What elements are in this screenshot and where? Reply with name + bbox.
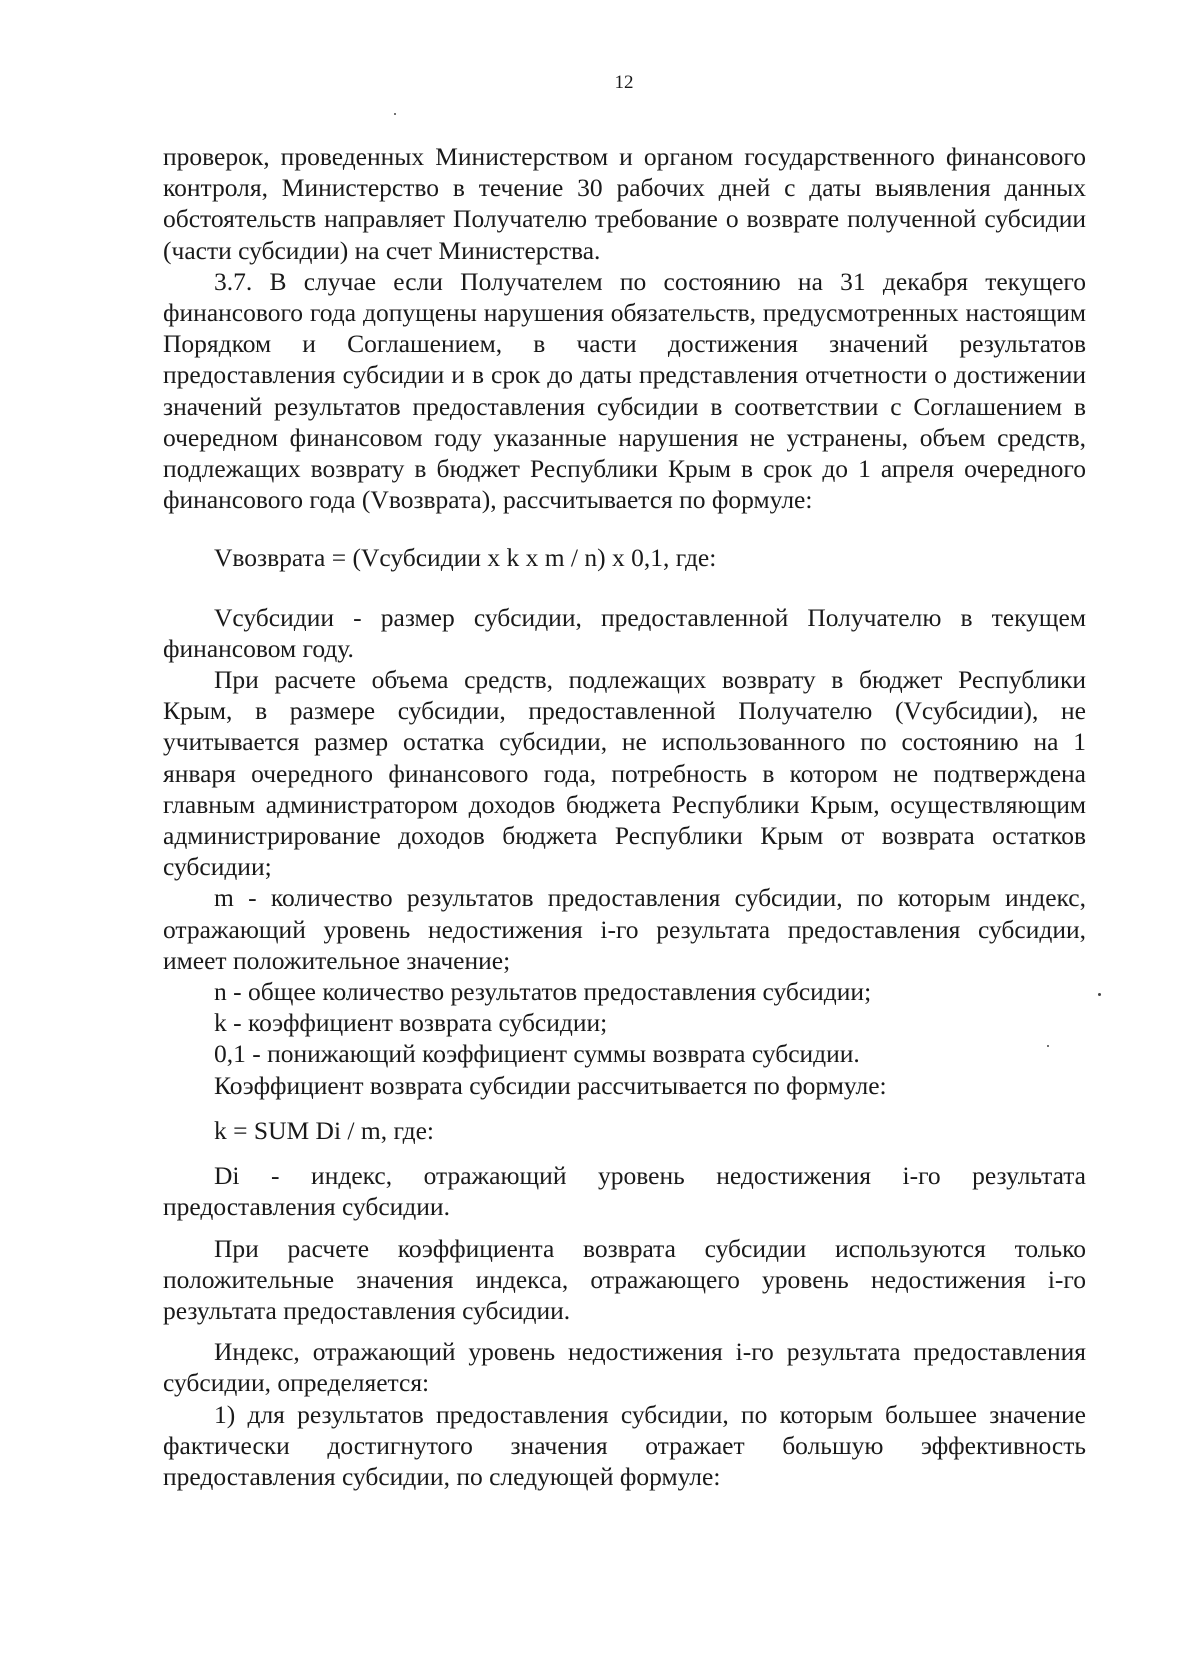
scan-speck: [394, 113, 396, 115]
paragraph-positive-values-note: При расчете коэффициента возврата субсидии используются только положительные значения индекса, отражающего уровень недостижения i-го результата предоставления субсидии.: [163, 1233, 1086, 1325]
paragraph-list-item-1: 1) для результатов предоставления субсидии, по которым большее значение фактически достигнутого значения отражает большую эффективность предоставления субсидии, по следующей формуле:: [163, 1399, 1086, 1491]
paragraph-coefficient-intro: Коэффициент возврата субсидии рассчитывается по формуле:: [214, 1070, 887, 1100]
paragraph-m-definition: m - количество результатов предоставления субсидии, по которым индекс, отражающий уровень недостижения i-го результата предоставления субсидии, имеет положительное значение;: [163, 883, 1086, 975]
scan-speck: [1098, 993, 1101, 996]
paragraph-reduction-coefficient: 0,1 - понижающий коэффициент суммы возврата субсидии.: [214, 1039, 860, 1069]
paragraph-k-definition: k - коэффициент возврата субсидии;: [214, 1008, 608, 1038]
formula-return-coefficient: k = SUM Di / m, где:: [214, 1115, 435, 1145]
paragraph-di-definition: Di - индекс, отражающий уровень недостижения i-го результата предоставления субсидии.: [163, 1161, 1086, 1222]
paragraph-n-definition: n - общее количество результатов предоставления субсидии;: [214, 977, 872, 1007]
paragraph-vsubsidy-definition: Vсубсидии - размер субсидии, предоставленной Получателю в текущем финансовом году.: [163, 602, 1086, 663]
scan-speck: [1047, 1045, 1049, 1047]
formula-return-volume: Vвозврата = (Vсубсидии x k x m / n) x 0,1, где:: [214, 543, 717, 573]
paragraph-3-7: 3.7. В случае если Получателем по состоянию на 31 декабря текущего финансового года допущены нарушения обязательств, предусмотренных настоящим Порядком и Соглашением, в части достижения значений результатов предоставления субсидии и в срок до даты представления отчетности о достижении значений результатов предоставления субсидии в соответствии с Соглашением в очередном финансовом году указанные нарушения не устранены, объем средств, подлежащих возврату в бюджет Республики Крым в срок до 1 апреля очередного финансового года (Vвозврата), рассчитывается по формуле:: [163, 266, 1086, 515]
paragraph-calculation-note: При расчете объема средств, подлежащих возврату в бюджет Республики Крым, в размере субсидии, предоставленной Получателю (Vсубсидии), не учитывается размер остатка субсидии, не использованного по состоянию на 1 января очередного финансового года, потребность в котором не подтверждена главным администратором доходов бюджета Республики Крым, осуществляющим администрирование доходов бюджета Республики Крым от возврата остатков субсидии;: [163, 665, 1086, 882]
paragraph-continuation: проверок, проведенных Министерством и органом государственного финансового контроля, Министерство в течение 30 рабочих дней с даты выявления данных обстоятельств направляет Получателю требование о возврате полученной субсидии (части субсидии) на счет Министерства.: [163, 142, 1086, 265]
page-number: 12: [614, 72, 634, 93]
document-body: [163, 141, 1086, 1492]
paragraph-index-determination: Индекс, отражающий уровень недостижения i-го результата предоставления субсидии, определяется:: [163, 1337, 1086, 1398]
